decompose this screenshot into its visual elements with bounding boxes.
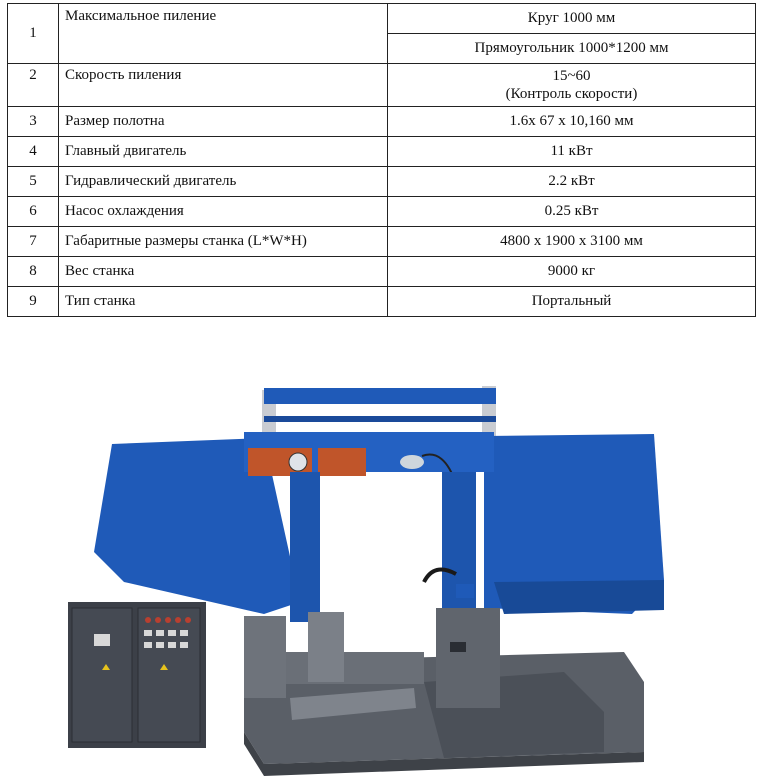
- band-saw-machine-photo: [64, 352, 688, 780]
- row-number: 3: [8, 107, 59, 137]
- portal-frame: [262, 386, 496, 438]
- parameter-name: Скорость пиления: [59, 64, 388, 107]
- table-row: [8, 4, 756, 34]
- table-row: [8, 257, 756, 287]
- parameter-value: 0.25 кВт: [388, 197, 756, 227]
- row-number: 9: [8, 287, 59, 317]
- parameter-name: Гидравлический двигатель: [59, 167, 388, 197]
- parameter-name: Насос охлаждения: [59, 197, 388, 227]
- table-row: [8, 167, 756, 197]
- parameter-value: 2.2 кВт: [388, 167, 756, 197]
- row-number: 4: [8, 137, 59, 167]
- row-number: 7: [8, 227, 59, 257]
- specs-table: [7, 3, 756, 317]
- row-number: 1: [8, 4, 59, 64]
- parameter-value: Прямоугольник 1000*1200 мм: [388, 34, 756, 64]
- table-row: [8, 197, 756, 227]
- parameter-name: Размер полотна: [59, 107, 388, 137]
- parameter-name: Вес станка: [59, 257, 388, 287]
- row-number: 2: [8, 64, 59, 107]
- saw-bow: [94, 432, 664, 622]
- parameter-value: 9000 кг: [388, 257, 756, 287]
- row-number: 5: [8, 167, 59, 197]
- parameter-name: Главный двигатель: [59, 137, 388, 167]
- table-row: [8, 227, 756, 257]
- parameter-value-note: (Контроль скорости): [505, 86, 638, 102]
- parameter-name: Габаритные размеры станка (L*W*H): [59, 227, 388, 257]
- row-number: 8: [8, 257, 59, 287]
- parameter-value: 1.6x 67 x 10,160 мм: [388, 107, 756, 137]
- table-row: [8, 137, 756, 167]
- table-row: [8, 287, 756, 317]
- parameter-name: Максимальное пиление: [59, 4, 388, 64]
- parameter-name: Тип станка: [59, 287, 388, 317]
- parameter-value: 4800 x 1900 x 3100 мм: [388, 227, 756, 257]
- table-row: [8, 107, 756, 137]
- parameter-value: 15~60: [552, 68, 591, 84]
- parameter-value: Круг 1000 мм: [388, 4, 756, 34]
- row-number: 6: [8, 197, 59, 227]
- parameter-value: Портальный: [388, 287, 756, 317]
- control-cabinet: [68, 602, 206, 748]
- table-row: [8, 64, 756, 107]
- parameter-value: 11 кВт: [388, 137, 756, 167]
